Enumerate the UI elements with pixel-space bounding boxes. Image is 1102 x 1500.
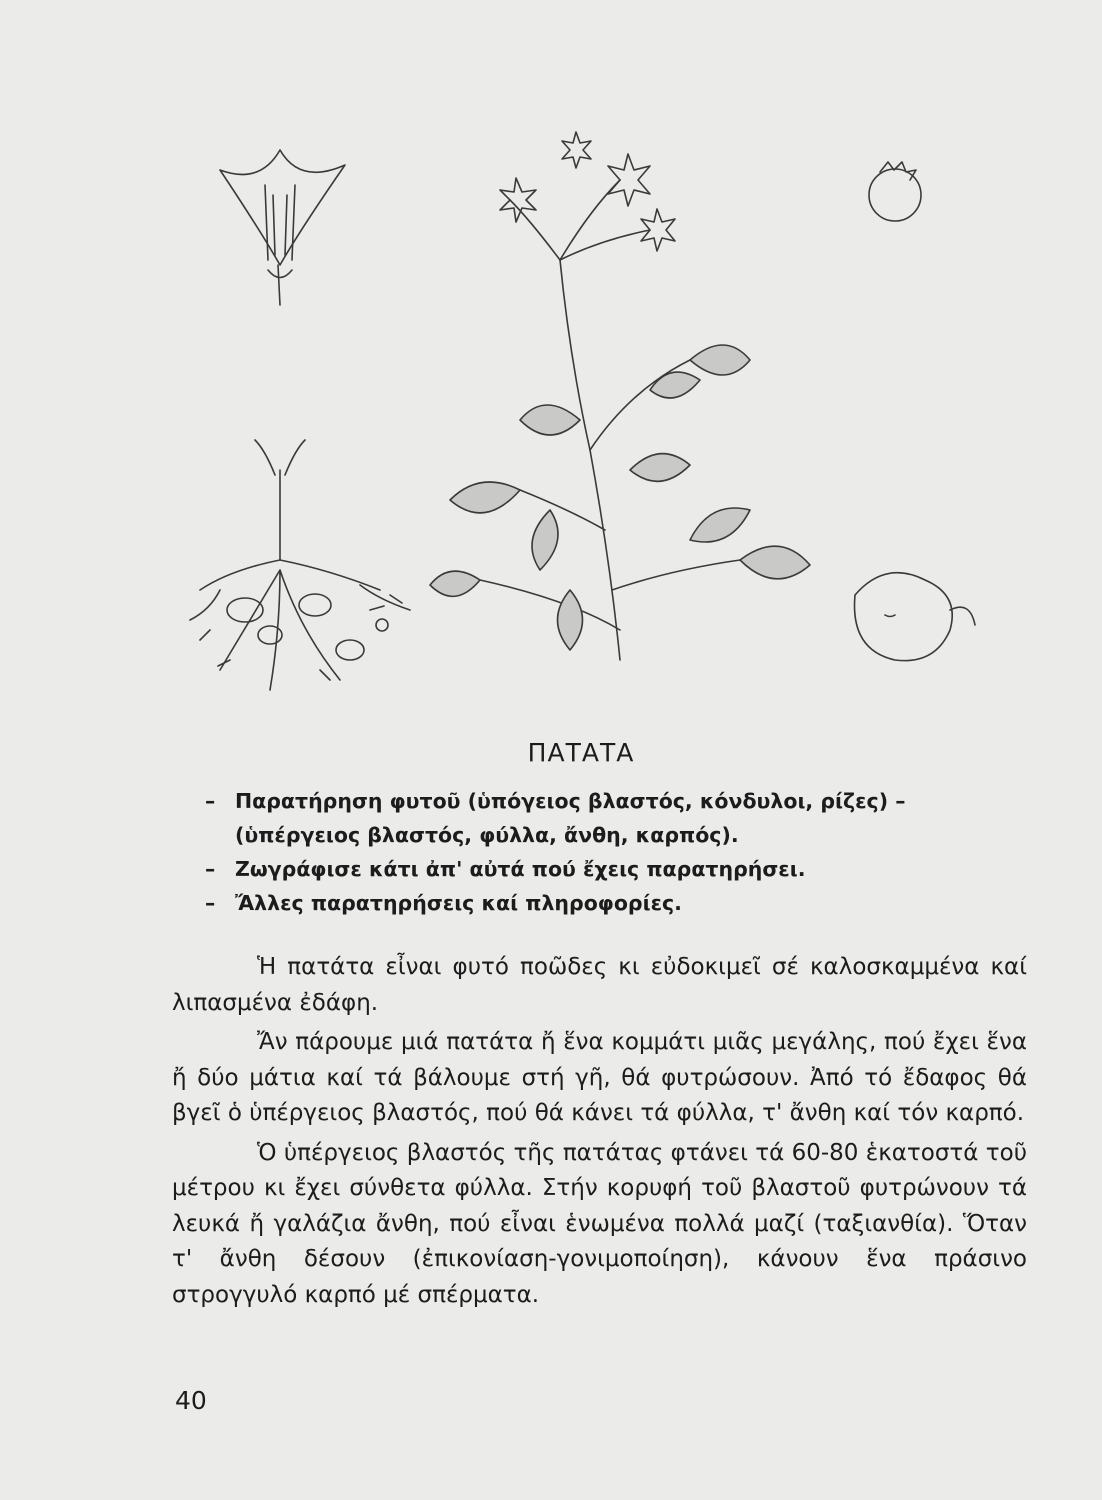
task-dash: –: [205, 891, 216, 915]
paragraph: Ὁ ὑπέργειος βλαστός τῆς πατάτας φτάνει τά 60-80 ἑκατοστά τοῦ μέτρου κι ἔχει σύνθετα φύλλα. Στήν κορυφή τοῦ βλαστοῦ φυτρώνουν τά λευκά ἤ γαλάζια ἄνθη, πού εἶναι ἑνωμένα πολλά μαζί (ταξιανθία). Ὅταν τ' ἄνθη δέσουν (ἐπικονίαση-γονιμοποίηση), κάνουν ἕνα πράσινο στρογγυλό καρπό μέ σπέρματα.: [172, 1139, 1027, 1308]
potato-plant-stem: [480, 180, 740, 660]
task-text: Ζωγράφισε κάτι ἀπ' αὐτά πού ἔχεις παρατηρήσει.: [235, 857, 806, 881]
flower-section-drawing: [220, 150, 345, 305]
potato-illustrations: [150, 90, 1010, 710]
potato-fruit-drawing: [869, 162, 921, 221]
task-dash: –: [205, 789, 216, 813]
page-number: 40: [175, 1386, 207, 1415]
body-text: [172, 950, 1027, 1317]
section-title: ΠΑΤΑΤΑ: [527, 738, 635, 767]
paragraph: Ἄν πάρουμε μιά πατάτα ἤ ἕνα κομμάτι μιᾶς μεγάλης, πού ἔχει ἕνα ἤ δύο μάτια καί τά βάλουμε στή γῆ, θά φυτρώσουν. Ἀπό τό ἔδαφος θά βγεῖ ὁ ὑπέργειος βλαστός, πού θά κάνει τά φύλλα, τ' ἄνθη καί τόν καρπό.: [172, 1029, 1027, 1126]
paragraph: Ἡ πατάτα εἶναι φυτό ποῶδες κι εὐδοκιμεῖ σέ καλοσκαμμένα καί λιπασμένα ἐδάφη.: [172, 954, 1027, 1016]
task-item: [205, 852, 1015, 886]
task-text: (ὑπέργειος βλαστός, φύλλα, ἄνθη, καρπός).: [235, 823, 739, 847]
task-item: [205, 886, 1015, 920]
sprouting-tuber-drawing: [855, 573, 976, 661]
task-item-continued: [205, 818, 1015, 852]
potato-plant-drawing: [150, 90, 1010, 710]
observation-tasks: [205, 784, 1015, 920]
task-dash: –: [205, 857, 216, 881]
potato-leaves: [430, 345, 810, 650]
roots-and-tubers-drawing: [190, 440, 410, 690]
task-text: Ἄλλες παρατηρήσεις καί πληροφορίες.: [235, 891, 682, 915]
potato-flowers: [500, 132, 675, 251]
task-text: Παρατήρηση φυτοῦ (ὑπόγειος βλαστός, κόνδυλοι, ρίζες) –: [235, 789, 906, 813]
task-item: [205, 784, 1015, 818]
